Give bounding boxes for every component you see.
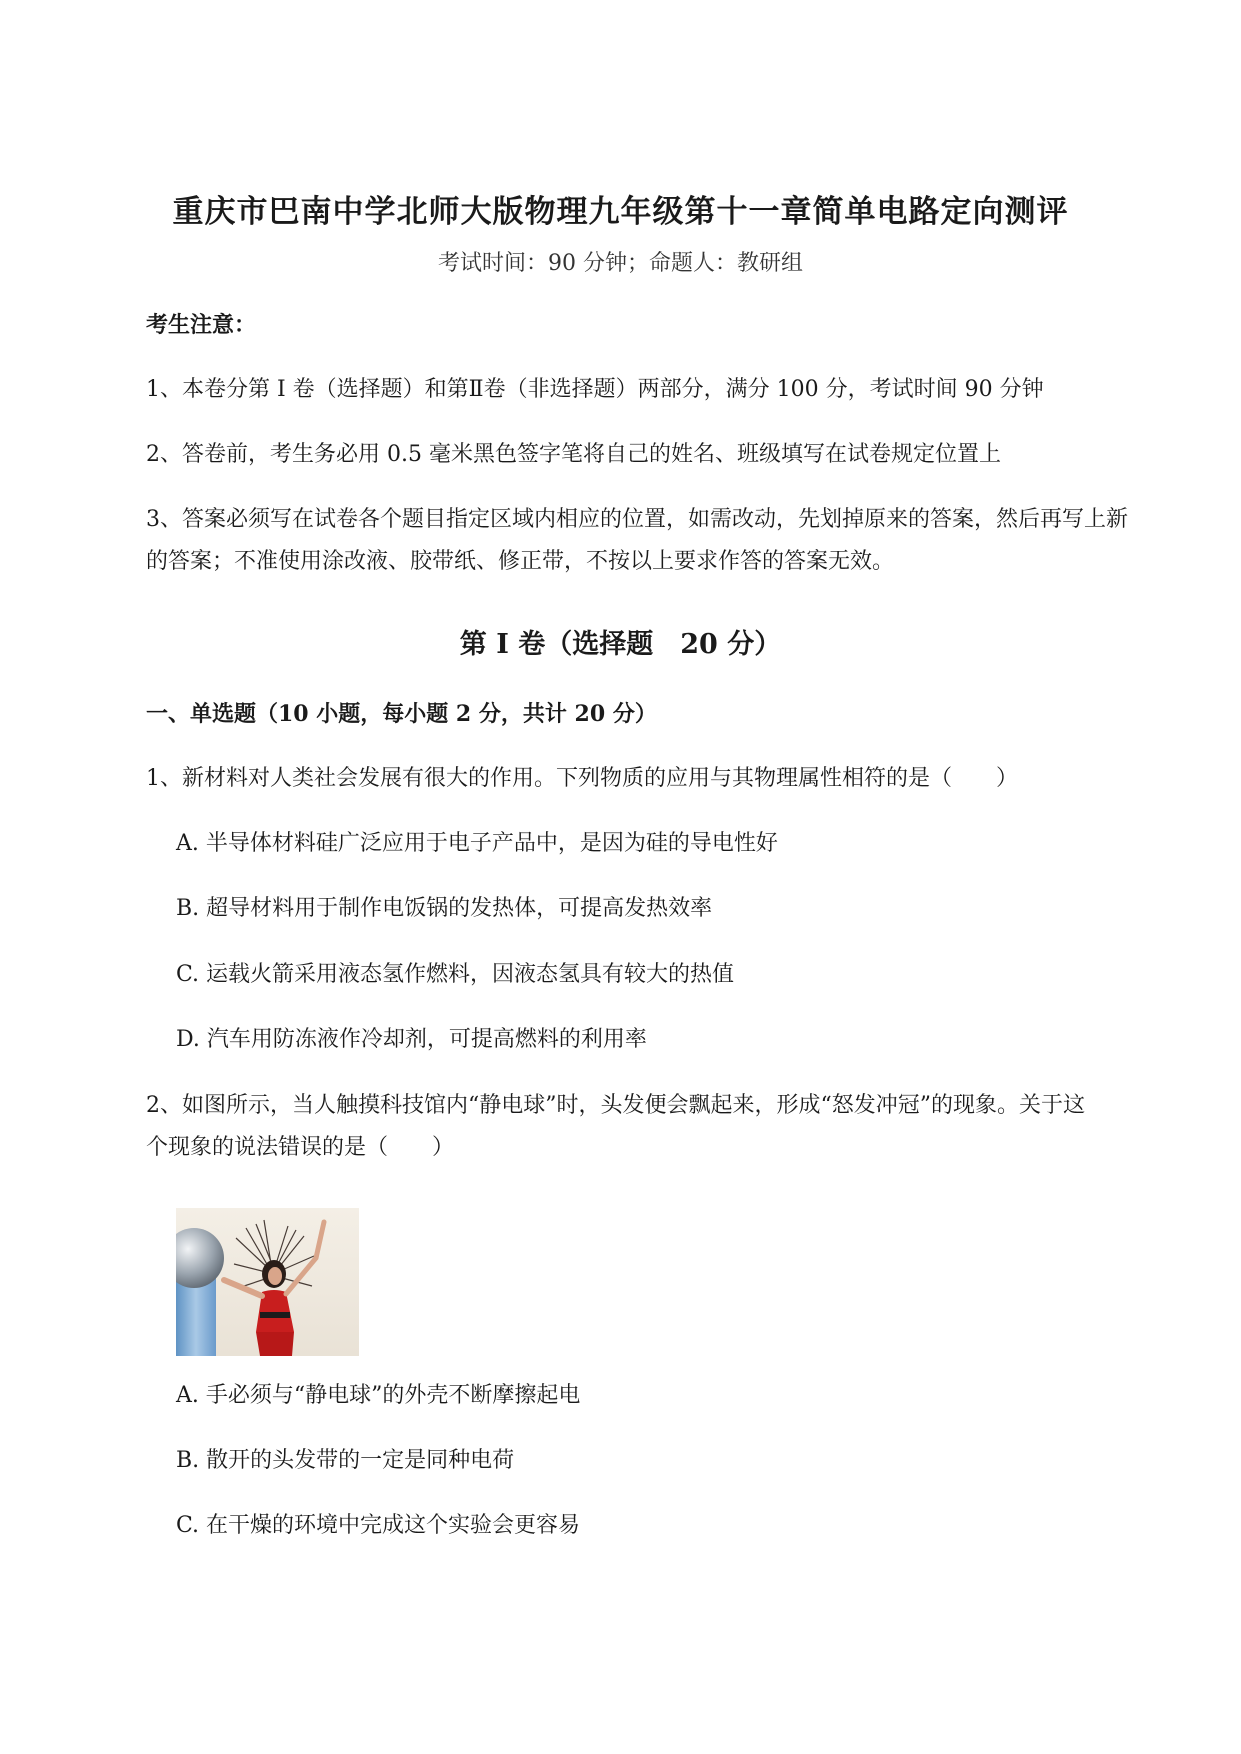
question-2-option-a: A. 手必须与“静电球”的外壳不断摩擦起电 bbox=[176, 1383, 581, 1408]
question-2-option-b: B. 散开的头发带的一定是同种电荷 bbox=[176, 1448, 515, 1473]
notice-item-2: 2、答卷前，考生务必用 0.5 毫米黑色签字笔将自己的姓名、班级填写在试卷规定位置上 bbox=[146, 442, 1001, 467]
question-1-option-d: D. 汽车用防冻液作冷却剂，可提高燃料的利用率 bbox=[176, 1027, 647, 1052]
question-1-option-a: A. 半导体材料硅广泛应用于电子产品中，是因为硅的导电性好 bbox=[176, 831, 778, 856]
exam-info: 考试时间：90 分钟；命题人：教研组 bbox=[438, 251, 803, 276]
notice-item-3-cont: 的答案；不准使用涂改液、胶带纸、修正带，不按以上要求作答的答案无效。 bbox=[146, 549, 895, 574]
question-2-option-c: C. 在干燥的环境中完成这个实验会更容易 bbox=[176, 1513, 581, 1538]
question-1-option-c: C. 运载火箭采用液态氢作燃料，因液态氢具有较大的热值 bbox=[176, 962, 735, 987]
question-1-option-b: B. 超导材料用于制作电饭锅的发热体，可提高发热效率 bbox=[176, 896, 713, 921]
notice-item-1: 1、本卷分第 I 卷（选择题）和第Ⅱ卷（非选择题）两部分，满分 100 分，考试时间 90 分钟 bbox=[146, 377, 1044, 402]
page-title: 重庆市巴南中学北师大版物理九年级第十一章简单电路定向测评 bbox=[172, 194, 1069, 230]
notice-item-3: 3、答案必须写在试卷各个题目指定区域内相应的位置，如需改动，先划掉原来的答案，然后再写上新 bbox=[146, 507, 1129, 532]
static-electricity-photo bbox=[176, 1208, 359, 1356]
question-2-stem: 2、如图所示，当人触摸科技馆内“静电球”时，头发便会飘起来，形成“怒发冲冠”的现象。关于这 bbox=[146, 1093, 1085, 1118]
notice-heading: 考生注意： bbox=[146, 312, 257, 338]
question-2-stem-cont: 个现象的说法错误的是（ ） bbox=[146, 1135, 455, 1160]
section-title: 第 I 卷（选择题 20 分） bbox=[459, 629, 782, 660]
question-1-stem: 1、新材料对人类社会发展有很大的作用。下列物质的应用与其物理属性相符的是（ ） bbox=[146, 766, 1019, 791]
part-heading: 一、单选题（10 小题，每小题 2 分，共计 20 分） bbox=[146, 701, 657, 727]
